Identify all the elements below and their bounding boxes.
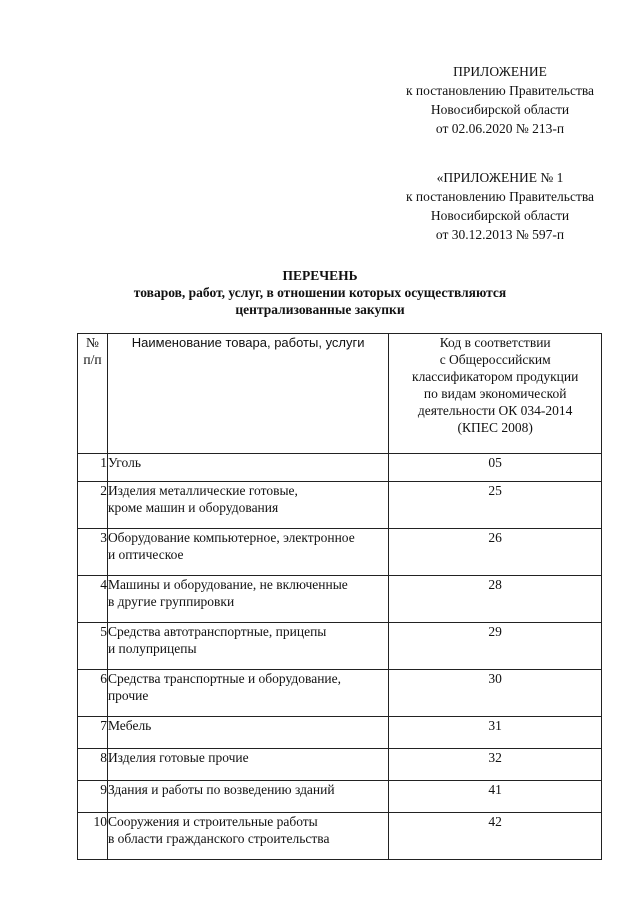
row-name-line: Уголь — [107, 455, 141, 470]
goods-list-table — [77, 333, 602, 860]
row-name-line: и оптическое — [107, 547, 184, 562]
appendix-header-original — [380, 168, 620, 244]
appendix-date-number: от 30.12.2013 № 597-п — [435, 227, 565, 242]
row-number: 5 — [78, 623, 108, 670]
appendix-resolution-text: к постановлению Правительства — [405, 189, 595, 204]
header-number — [78, 334, 108, 454]
appendix-region-text: Новосибирской области — [430, 208, 570, 223]
row-number: 3 — [78, 529, 108, 576]
document-title — [0, 267, 640, 318]
header-code-line: Код в соответствии — [439, 335, 551, 350]
row-name — [107, 717, 388, 749]
row-name-line: Средства транспортные и оборудование, — [107, 671, 342, 686]
table-header-row — [78, 334, 602, 454]
row-code: 30 — [389, 670, 602, 717]
row-name — [107, 576, 388, 623]
table-row — [78, 781, 602, 813]
row-name-line: Мебель — [107, 718, 152, 733]
appendix-label: ПРИЛОЖЕНИЕ — [453, 64, 547, 79]
row-name-line: Оборудование компьютерное, электронное — [107, 530, 355, 545]
row-number: 7 — [78, 717, 108, 749]
row-code: 26 — [389, 529, 602, 576]
table-row — [78, 749, 602, 781]
row-name-line: и полуприцепы — [107, 641, 197, 656]
table-row — [78, 670, 602, 717]
row-code: 05 — [389, 454, 602, 482]
appendix-date-number: от 02.06.2020 № 213-п — [435, 121, 565, 136]
row-name-line: в другие группировки — [107, 594, 235, 609]
row-number: 10 — [78, 813, 108, 860]
row-name — [107, 749, 388, 781]
appendix-region-text: Новосибирской области — [430, 102, 570, 117]
table-row — [78, 482, 602, 529]
table-row — [78, 576, 602, 623]
header-number-line: п/п — [83, 352, 102, 367]
row-name-line: в области гражданского строительства — [107, 831, 330, 846]
row-code: 29 — [389, 623, 602, 670]
header-name-text: Наименование товара, работы, услуги — [131, 335, 365, 350]
row-code: 41 — [389, 781, 602, 813]
table-row — [78, 454, 602, 482]
row-code: 25 — [389, 482, 602, 529]
appendix-resolution-text: к постановлению Правительства — [405, 83, 595, 98]
row-name-line: Изделия металлические готовые, — [107, 483, 298, 498]
row-name — [107, 482, 388, 529]
row-number: 8 — [78, 749, 108, 781]
table-row — [78, 529, 602, 576]
header-name — [107, 334, 388, 454]
row-name — [107, 781, 388, 813]
row-name-line: Средства автотранспортные, прицепы — [107, 624, 327, 639]
row-code: 42 — [389, 813, 602, 860]
header-number-line: № — [86, 335, 99, 350]
table-row — [78, 813, 602, 860]
row-number: 6 — [78, 670, 108, 717]
title-line: централизованные закупки — [235, 302, 405, 317]
row-number: 4 — [78, 576, 108, 623]
table-row — [78, 623, 602, 670]
appendix-label: «ПРИЛОЖЕНИЕ № 1 — [436, 170, 564, 185]
row-code: 28 — [389, 576, 602, 623]
header-code-line: классификатором продукции — [412, 369, 579, 384]
header-code-line: с Общероссийским — [439, 352, 551, 367]
row-name-line: Сооружения и строительные работы — [107, 814, 318, 829]
header-code-line: (КПЕС 2008) — [457, 420, 533, 435]
row-name-line: кроме машин и оборудования — [107, 500, 279, 515]
row-name-line: прочие — [107, 688, 149, 703]
row-name — [107, 813, 388, 860]
row-name — [107, 670, 388, 717]
row-number: 9 — [78, 781, 108, 813]
table-row — [78, 717, 602, 749]
row-name — [107, 454, 388, 482]
title-line: товаров, работ, услуг, в отношении которых осуществляются — [133, 285, 507, 300]
row-code: 32 — [389, 749, 602, 781]
row-name-line: Изделия готовые прочие — [107, 750, 249, 765]
row-name — [107, 529, 388, 576]
row-name-line: Машины и оборудование, не включенные — [107, 577, 348, 592]
header-code-line: по видам экономической — [423, 386, 567, 401]
header-code-line: деятельности ОК 034-2014 — [417, 403, 573, 418]
header-code — [389, 334, 602, 454]
row-number: 2 — [78, 482, 108, 529]
row-code: 31 — [389, 717, 602, 749]
appendix-header-current — [380, 62, 620, 138]
row-name-line: Здания и работы по возведению зданий — [107, 782, 335, 797]
title-heading: ПЕРЕЧЕНЬ — [282, 268, 358, 283]
row-name — [107, 623, 388, 670]
row-number: 1 — [78, 454, 108, 482]
